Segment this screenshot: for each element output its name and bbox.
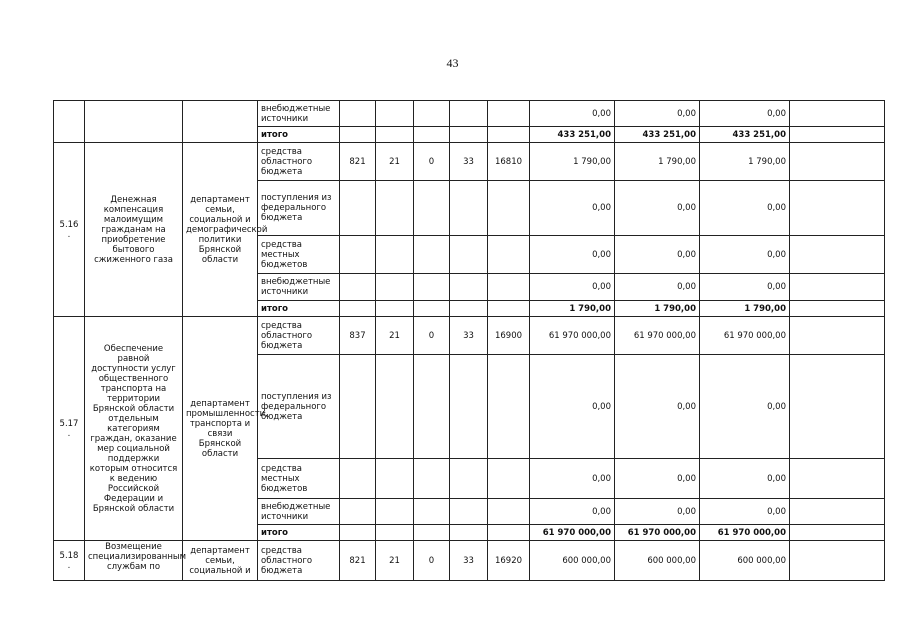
source-federal: поступления из федерального бюджета [258,355,340,459]
empty-cell [790,355,885,459]
item-name-cell [85,101,183,143]
amount-cell: 1 790,00 [615,143,700,181]
source-extra: внебюджетные источники [258,101,340,127]
code-cell [488,101,530,127]
amount-cell: 0,00 [530,181,615,236]
code-cell: 837 [340,317,376,355]
code-cell [340,525,376,541]
code-cell [376,236,414,274]
amount-cell: 0,00 [700,355,790,459]
code-cell [488,236,530,274]
code-cell [450,181,488,236]
amount-cell: 0,00 [530,101,615,127]
empty-cell [790,236,885,274]
amount-cell: 61 970 000,00 [530,317,615,355]
itogo-amount: 61 970 000,00 [530,525,615,541]
item-name: Денежная компенсация малоимущим гражданам на приобретение бытового сжиженного газа [85,143,183,317]
page-number: 43 [446,56,459,70]
itogo-amount: 1 790,00 [615,301,700,317]
code-cell [376,525,414,541]
code-cell [450,101,488,127]
code-cell: 16920 [488,541,530,581]
amount-cell: 1 790,00 [700,143,790,181]
amount-cell: 61 970 000,00 [700,317,790,355]
code-cell [414,127,450,143]
empty-cell [790,181,885,236]
code-cell [450,459,488,499]
code-cell [450,499,488,525]
code-cell: 21 [376,317,414,355]
code-cell [488,459,530,499]
code-cell [376,274,414,301]
code-cell [488,499,530,525]
code-cell [414,355,450,459]
code-cell [376,499,414,525]
dept-name: департамент семьи, социальной и демографической политики Брянской области [183,143,258,317]
amount-cell: 0,00 [530,499,615,525]
code-cell [376,459,414,499]
code-cell [376,355,414,459]
code-cell [340,236,376,274]
amount-cell: 61 970 000,00 [615,317,700,355]
amount-cell: 1 790,00 [530,143,615,181]
itogo-label: итого [258,525,340,541]
itogo-amount: 61 970 000,00 [700,525,790,541]
code-cell [450,127,488,143]
code-cell [488,127,530,143]
empty-cell [790,274,885,301]
item-num: 5.18 [59,550,79,561]
code-cell [340,459,376,499]
amount-cell: 0,00 [700,274,790,301]
code-cell [376,101,414,127]
code-cell: 33 [450,541,488,581]
code-cell [450,236,488,274]
code-cell [340,101,376,127]
code-cell [450,355,488,459]
empty-cell [790,459,885,499]
source-regional: средства областного бюджета [258,317,340,355]
dept-name: департамент промышленности, транспорта и связи Брянской области [183,317,258,541]
item-name: Возмещение специализированным службам по [85,541,183,581]
code-cell: 821 [340,541,376,581]
itogo-amount: 61 970 000,00 [615,525,700,541]
table-row [54,317,885,355]
code-cell [340,274,376,301]
source-regional: средства областного бюджета [258,541,340,581]
itogo-amount: 433 251,00 [530,127,615,143]
amount-cell: 0,00 [615,355,700,459]
empty-cell [790,301,885,317]
code-cell [340,127,376,143]
code-cell: 0 [414,317,450,355]
code-cell: 0 [414,541,450,581]
empty-cell [790,143,885,181]
amount-cell: 0,00 [615,236,700,274]
code-cell [414,181,450,236]
code-cell [488,525,530,541]
amount-cell: 0,00 [700,181,790,236]
amount-cell: 600 000,00 [700,541,790,581]
table-row [54,541,885,581]
empty-cell [790,101,885,127]
code-cell: 33 [450,143,488,181]
table-row [54,143,885,181]
code-cell [414,459,450,499]
item-num-dot: . [67,428,71,439]
itogo-amount: 433 251,00 [700,127,790,143]
amount-cell: 0,00 [530,459,615,499]
item-num-cell [54,101,85,143]
code-cell [488,301,530,317]
amount-cell: 600 000,00 [530,541,615,581]
empty-cell [790,317,885,355]
code-cell [450,274,488,301]
amount-cell: 0,00 [700,459,790,499]
code-cell [340,301,376,317]
code-cell [488,274,530,301]
code-cell [488,181,530,236]
amount-cell: 0,00 [700,236,790,274]
code-cell [340,499,376,525]
code-cell [376,301,414,317]
itogo-amount: 1 790,00 [700,301,790,317]
code-cell [340,181,376,236]
dept-name: департамент семьи, социальной и [183,541,258,581]
itogo-label: итого [258,127,340,143]
source-federal: поступления из федерального бюджета [258,181,340,236]
amount-cell: 0,00 [700,499,790,525]
amount-cell: 0,00 [615,499,700,525]
code-cell [414,301,450,317]
empty-cell [790,499,885,525]
code-cell: 821 [340,143,376,181]
code-cell [488,355,530,459]
source-regional: средства областного бюджета [258,143,340,181]
amount-cell: 0,00 [700,101,790,127]
code-cell: 16900 [488,317,530,355]
code-cell: 21 [376,143,414,181]
empty-cell [790,127,885,143]
source-local: средства местных бюджетов [258,236,340,274]
amount-cell: 0,00 [530,274,615,301]
code-cell [450,525,488,541]
code-cell: 0 [414,143,450,181]
code-cell [450,301,488,317]
item-num-cell [54,317,85,541]
item-num-cell [54,143,85,317]
code-cell [414,236,450,274]
amount-cell: 0,00 [615,181,700,236]
amount-cell: 0,00 [530,236,615,274]
item-num: 5.17 [59,418,79,429]
code-cell: 16810 [488,143,530,181]
code-cell: 33 [450,317,488,355]
code-cell [340,355,376,459]
code-cell [376,181,414,236]
code-cell [414,499,450,525]
item-num-dot: . [67,229,71,240]
item-name: Обеспечение равной доступности услуг общественного транспорта на территории Брянской области отдельным категориям граждан, оказание мер социальной поддержки которым относится к ведению Российской Федерации и Брянской области [85,317,183,541]
code-cell: 21 [376,541,414,581]
table-row [54,101,885,127]
code-cell [376,127,414,143]
amount-cell: 600 000,00 [615,541,700,581]
item-num: 5.16 [59,219,79,230]
itogo-amount: 433 251,00 [615,127,700,143]
item-num-cell [54,541,85,581]
code-cell [414,525,450,541]
amount-cell: 0,00 [615,101,700,127]
dept-cell [183,101,258,143]
amount-cell: 0,00 [530,355,615,459]
amount-cell: 0,00 [615,459,700,499]
amount-cell: 0,00 [615,274,700,301]
code-cell [414,101,450,127]
itogo-label: итого [258,301,340,317]
itogo-amount: 1 790,00 [530,301,615,317]
source-extra: внебюджетные источники [258,274,340,301]
empty-cell [790,541,885,581]
budget-table [53,100,885,581]
source-local: средства местных бюджетов [258,459,340,499]
item-num-dot: . [67,560,71,571]
code-cell [414,274,450,301]
source-extra: внебюджетные источники [258,499,340,525]
empty-cell [790,525,885,541]
